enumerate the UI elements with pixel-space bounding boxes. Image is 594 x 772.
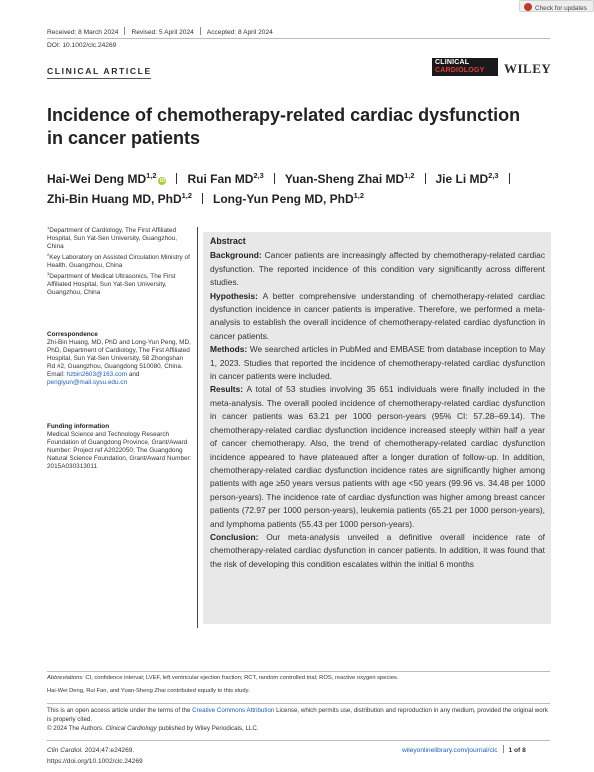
- revised-date: Revised: 5 April 2024: [131, 29, 194, 36]
- funding-text: Medical Science and Technology Research Foundation of Guangdong Province, Grant/Award Number: Project ref A2022050; The Guangdong Natural Science Foundation, Grant/Award Number: 2015A030313011: [47, 431, 192, 470]
- journal-logo-line1: CLINICAL: [435, 59, 470, 66]
- article-type: CLINICAL ARTICLE: [47, 66, 152, 76]
- license-text: License, which permits use, distribution and reproduction in any medium, provided the original work is properly cited.: [47, 707, 548, 723]
- author-affiliation: 1,2: [353, 191, 364, 200]
- page-info: [402, 745, 526, 754]
- license-link[interactable]: Creative Commons Attribution: [192, 707, 275, 714]
- section-label: Hypothesis:: [210, 290, 258, 301]
- author-name[interactable]: Hai-Wei Deng MD: [47, 172, 147, 186]
- footnote-rule: [47, 703, 550, 704]
- affiliation-number: 1: [47, 224, 50, 230]
- affiliation-number: 2: [47, 251, 50, 257]
- author-affiliation: 2,3: [253, 171, 264, 180]
- check-updates-icon: [524, 3, 532, 11]
- article-title: [47, 104, 547, 150]
- received-date: Received: 8 March 2024: [47, 29, 119, 36]
- author-name[interactable]: Long-Yun Peng MD, PhD: [213, 192, 354, 206]
- author-name[interactable]: Rui Fan MD: [187, 172, 254, 186]
- page-number: 1 of 8: [508, 747, 526, 754]
- affiliation: [47, 270, 192, 297]
- correspondence-heading: Correspondence: [47, 331, 98, 338]
- journal-url-link[interactable]: wileyonlinelibrary.com/journal/clc: [402, 747, 498, 754]
- email-link[interactable]: pengiyun@mail.sysu.edu.cn: [47, 379, 128, 386]
- affiliation-text: Key Laboratory on Assisted Circulation Ministry of Health, Guangzhou, China: [47, 254, 190, 269]
- section-text: A better comprehensive understanding of chemotherapy-related cardiac dysfunction incidence in cancer patients is imperative. Therefore, we performed a meta-analysis to establish the overall incidence of chemotherapy-related cardiac dysfunction in cancer patients.: [210, 290, 545, 341]
- divider: [503, 745, 504, 753]
- divider: [274, 173, 275, 184]
- divider: [509, 173, 510, 184]
- title-line-1: Incidence of chemotherapy-related cardiac dysfunction: [47, 105, 521, 125]
- abstract-heading: Abstract: [210, 236, 246, 246]
- journal-logo-line2: CARDIOLOGY: [435, 67, 485, 74]
- copyright-text: © 2024 The Authors.: [47, 724, 104, 732]
- citation-text: 2024;47:e24269.: [84, 747, 135, 754]
- correspondence: [47, 331, 192, 387]
- section-label: Methods:: [210, 344, 248, 355]
- doi: DOI: 10.1002/clc.24269: [47, 42, 117, 49]
- author-name[interactable]: Jie Li MD: [435, 172, 489, 186]
- author-affiliation: 1,2: [181, 191, 192, 200]
- footer-rule: [47, 740, 550, 741]
- header-rule: [47, 38, 550, 39]
- footnote-rule: [47, 671, 550, 672]
- citation-line: [47, 745, 143, 756]
- abstract-background: [210, 249, 545, 289]
- author-affiliation: 1,2: [404, 171, 415, 180]
- and-text: and: [128, 371, 140, 378]
- article-type-underline: [47, 78, 151, 79]
- affiliation-text: Department of Cardiology, The First Affiliated Hospital, Sun Yat-Sen University, Guangzhou, China: [47, 227, 178, 250]
- abbreviations: [47, 675, 552, 683]
- abstract-hypothesis: [210, 290, 545, 344]
- author-affiliation: 2,3: [488, 171, 499, 180]
- section-label: Results:: [210, 384, 244, 395]
- author-name[interactable]: Zhi-Bin Huang MD, PhD: [47, 192, 182, 206]
- copyright-journal: Clinical Cardiology: [105, 724, 157, 732]
- section-text: A total of 53 studies involving 35 651 individuals were finally included in the meta-analysis. The overall pooled incidence of chemotherapy-related cardiac dysfunction in cancer patients was 63.21 per 1000 person-years (95% CI: 57.28–69.14). The chemotherapy-related cardiac dysfunction incidence increased steeply within half a year of cancer chemotherapy. Also, the trend of chemotherapy-related cardiac dysfunction incidence appeared to have plateaued after a longer duration of follow-up. In addition, chemotherapy-related cardiac dysfunction incidence rates are significantly higher among patients with age ≥50 years versus patients with age <50 years (99.96 vs. 34.48 per 1000 person-years). The incidence rate of cardiac dysfunction was higher among breast cancer patients (72.97 per 1000 person-years), leukemia patients (65.21 per 1000 person-years), and lymphoma patients (55.43 per 1000 person-years).: [210, 384, 545, 529]
- divider: [200, 27, 201, 35]
- funding-heading: Funding information: [47, 423, 110, 430]
- check-updates-button[interactable]: [519, 0, 594, 12]
- affiliation-number: 3: [47, 270, 50, 276]
- abstract-results: [210, 383, 545, 530]
- license-text: This is an open access article under the terms of the: [47, 707, 191, 714]
- section-text: Cancer patients are increasingly affected by chemotherapy-related cardiac dysfunction. The reported incidence of this condition vary significantly across different studies.: [210, 250, 546, 288]
- publisher-logo[interactable]: WILEY: [504, 61, 552, 76]
- column-divider: [197, 227, 198, 628]
- abbreviations-text: CI, confidence interval; LVEF, left ventricular ejection fraction; RCT, random controlled trial; ROS, reactive oxygen species.: [85, 675, 399, 681]
- email-label: Email:: [47, 371, 65, 378]
- journal-logo[interactable]: [432, 58, 498, 76]
- section-label: Background:: [210, 250, 262, 261]
- correspondence-text: Zhi-Bin Huang, MD, PhD and Long-Yun Peng, MD, PhD, Department of Cardiology, The First Affiliated Hospital, Sun Yat-Sen University, 58 Zhongshan Rd #2, Guangzhou, Guangdong 510080, China.: [47, 339, 191, 370]
- author-list: [47, 169, 567, 209]
- author-line-2: [47, 189, 567, 209]
- author-affiliation: 1,2: [146, 171, 157, 180]
- abbreviations-label: Abbreviations:: [47, 675, 84, 681]
- equal-contribution: Hai-Wei Deng, Rui Fan, and Yuan-Sheng Zhai contributed equally to this study.: [47, 688, 250, 694]
- divider: [176, 173, 177, 184]
- license-note: [47, 707, 552, 733]
- article-history: [47, 27, 273, 36]
- affiliation: [47, 224, 192, 251]
- abstract-methods: [210, 343, 545, 383]
- funding: [47, 423, 192, 471]
- copyright-text: published by Wiley Periodicals, LLC.: [158, 724, 259, 732]
- abstract-conclusion: [210, 531, 545, 571]
- affiliation: [47, 251, 192, 270]
- citation-journal: Clin Cardiol.: [47, 747, 83, 754]
- author-line-1: [47, 169, 567, 189]
- email-link[interactable]: hzbin2603@163.com: [66, 371, 128, 378]
- author-name[interactable]: Yuan-Sheng Zhai MD: [284, 172, 405, 186]
- title-line-2: in cancer patients: [47, 128, 201, 148]
- citation: [47, 745, 143, 767]
- correspondence-email: [47, 371, 192, 387]
- orcid-icon[interactable]: iD: [159, 178, 165, 184]
- affiliation-text: Department of Medical Ultrasonics, The First Affiliated Hospital, Sun Yat-Sen University, Guangzhou, China: [47, 273, 176, 296]
- divider: [124, 27, 125, 35]
- doi-link[interactable]: https://doi.org/10.1002/clc.24269: [47, 758, 143, 765]
- section-label: Conclusion:: [210, 531, 259, 542]
- divider: [202, 193, 203, 204]
- check-updates-label: Check for updates: [535, 5, 587, 12]
- abstract: [210, 235, 545, 571]
- divider: [425, 173, 426, 184]
- affiliations: [47, 224, 192, 297]
- section-text: We searched articles in PubMed and EMBASE from database inception to May 1, 2023. Studies that reported the incidence of chemotherapy-related cardiac dysfunction in cancer patients were included.: [210, 344, 546, 382]
- accepted-date: Accepted: 8 April 2024: [206, 29, 273, 36]
- section-text: Our meta-analysis unveiled a definitive overall incidence rate of chemotherapy-related cardiac dysfunction in cancer patients. In addition, it was found that the risk of developing this condition escalates within the initial 6 months: [210, 531, 546, 569]
